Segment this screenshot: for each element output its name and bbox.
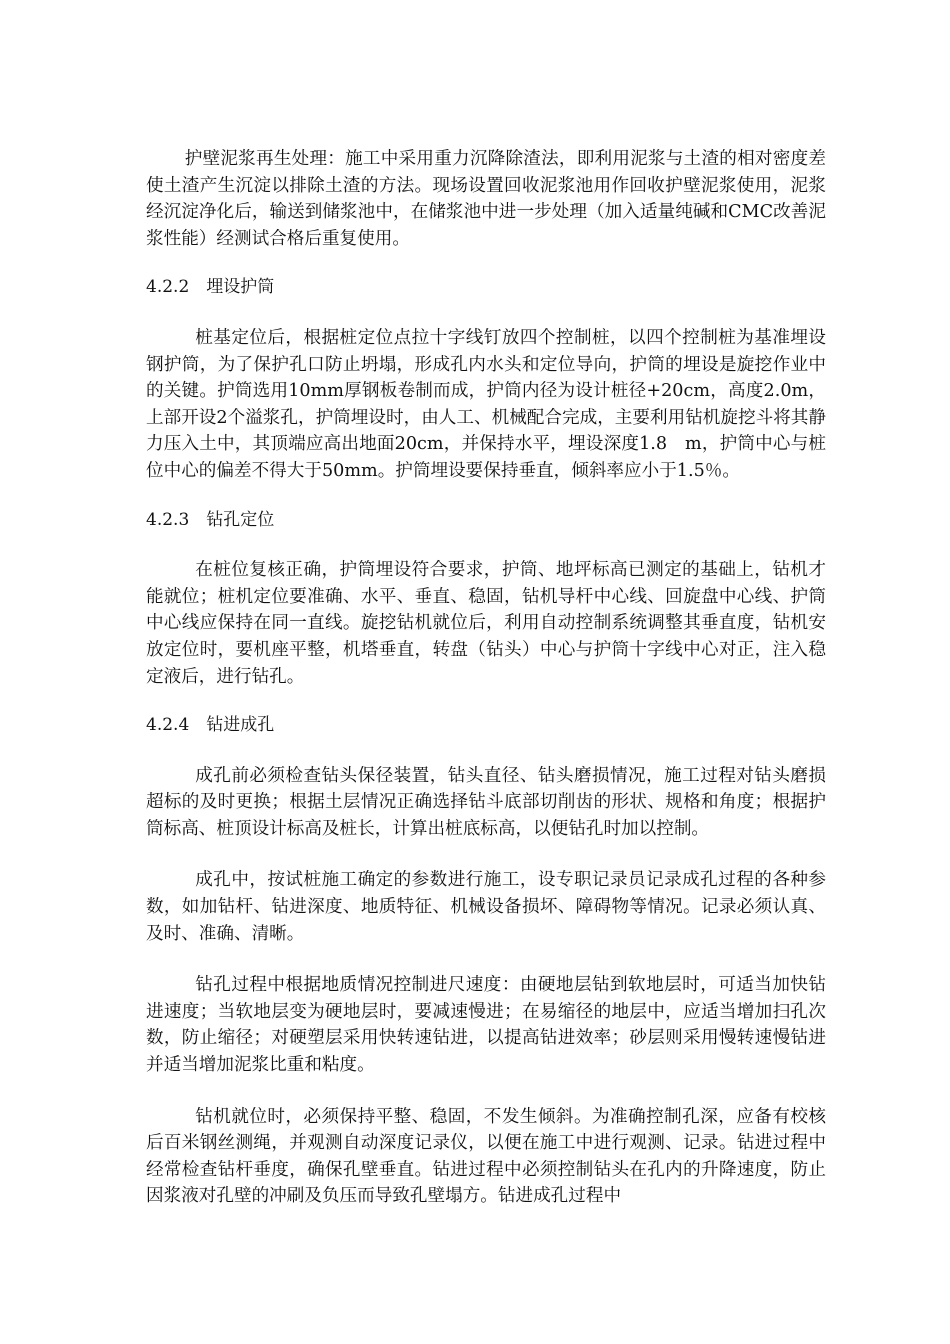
paragraph-casing-installation: 桩基定位后，根据桩定位点拉十字线钉放四个控制桩，以四个控制桩为基准埋设钢护筒，为了保护孔口防止坍塌，形成孔内水头和定位导向，护筒的埋设是旋挖作业中的关键。护筒选用10mm厚钢板卷制而成，护筒内径为设计桩径+20cm，高度2.0m，上部开设2个溢浆孔，护筒埋设时，由人工、机械配合完成，主要利用钻机旋挖斗将其静力压入土中，其顶端应高出地面20cm，并保持水平，埋设深度1.8 m，护筒中心与桩位中心的偏差不得大于50mm。护筒埋设要保持垂直，倾斜率应小于1.5％。: [146, 327, 826, 481]
paragraph-penetration-speed: 钻孔过程中根据地质情况控制进尺速度：由硬地层钻到软地层时，可适当加快钻进速度；当软地层变为硬地层时，要减速慢进；在易缩径的地层中，应适当增加扫孔次数，防止缩径；对硬塑层采用快转速钻进，以提高钻进效率；砂层则采用慢转速慢钻进并适当增加泥浆比重和粘度。: [146, 975, 826, 1076]
document-page: [146, 146, 826, 1210]
paragraph-pre-drilling-check: 成孔前必须检查钻头保径装置，钻头直径、钻头磨损情况，施工过程对钻头磨损超标的及时更换；根据土层情况正确选择钻斗底部切削齿的形状、规格和角度；根据护筒标高、桩顶设计标高及桩长，计算出桩底标高，以便钻孔时加以控制。: [146, 765, 826, 839]
section-heading-4-2-4: 4.2.4 钻进成孔: [146, 715, 275, 736]
paragraph-drill-positioning: 在桩位复核正确，护筒埋设符合要求，护筒、地坪标高已测定的基础上，钻机才能就位；桩机定位要准确、水平、垂直、稳固，钻机导杆中心线、回旋盘中心线、护筒中心线应保持在同一直线。旋挖钻机就位后，利用自动控制系统调整其垂直度，钻机安放定位时，要机座平整，机塔垂直，转盘（钻头）中心与护筒十字线中心对正，注入稳定液后，进行钻孔。: [146, 560, 826, 687]
section-heading-4-2-3: 4.2.3 钻孔定位: [146, 509, 275, 530]
paragraph-mud-recycling: 护壁泥浆再生处理：施工中采用重力沉降除渣法，即利用泥浆与土渣的相对密度差使土渣产生沉淀以排除土渣的方法。现场设置回收泥浆池用作回收护壁泥浆使用，泥浆经沉淀净化后，输送到储浆池中，在储浆池中进一步处理（加入适量纯碱和CMC改善泥浆性能）经测试合格后重复使用。: [146, 149, 826, 249]
section-heading-4-2-2: 4.2.2 埋设护筒: [146, 277, 275, 298]
paragraph-drilling-records: 成孔中，按试桩施工确定的参数进行施工，设专职记录员记录成孔过程的各种参数，如加钻杆、钻进深度、地质特征、机械设备损坏、障碍物等情况。记录必须认真、及时、准确、清晰。: [146, 870, 826, 944]
paragraph-rig-stability: 钻机就位时，必须保持平整、稳固，不发生倾斜。为准确控制孔深，应备有校核后百米钢丝测绳，并观测自动深度记录仪，以便在施工中进行观测、记录。钻进过程中经常检查钻杆垂度，确保孔壁垂直。钻进过程中必须控制钻头在孔内的升降速度，防止因浆液对孔壁的冲刷及负压而导致孔壁塌方。钻进成孔过程中: [146, 1106, 826, 1207]
